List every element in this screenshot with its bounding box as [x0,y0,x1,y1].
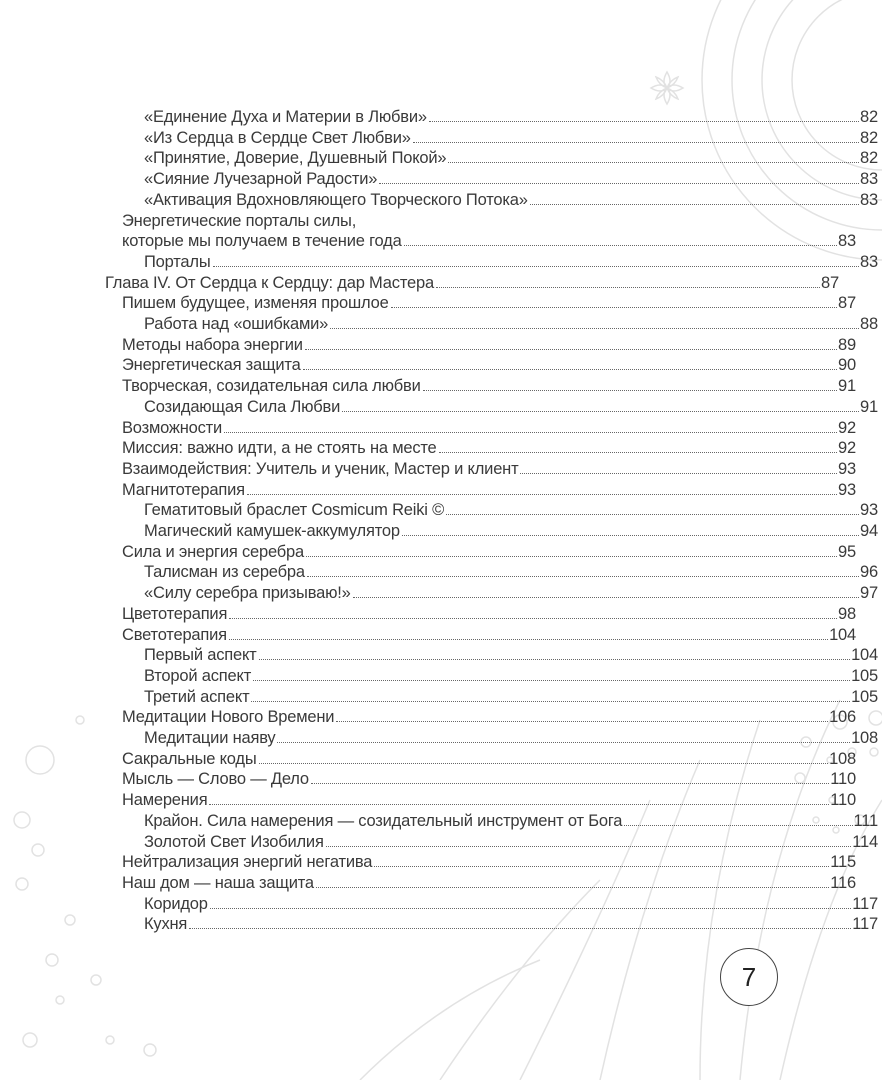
toc-entry-title: Гематитовый браслет Cosmicum Reiki © [144,501,445,520]
toc-entry[interactable] [0,273,839,293]
toc-entry-page: 82 [860,128,878,147]
toc-entry-title: Магнитотерапия [122,480,245,499]
toc-entry[interactable] [0,107,878,127]
toc-entry-title: Магический камушек-аккумулятор [144,522,400,540]
dot-leader [439,452,838,453]
toc-entry-title: Медитации Нового Времени [122,708,335,727]
toc-entry-page: 111 [853,811,878,830]
toc-entry-title: Наш дом — наша защита [122,873,314,892]
toc-entry[interactable] [0,583,878,603]
toc-entry-title: Сила и энергия серебра [122,542,304,561]
toc-entry-title: Намерения [122,791,208,810]
toc-entry[interactable] [0,314,878,334]
dot-leader [307,576,859,577]
toc-entry-page: 91 [838,377,856,396]
toc-entry-title: Коридор [144,894,208,913]
toc-entry-title: «Принятие, Доверие, Душевный Покой» [144,149,447,168]
toc-entry-title: Второй аспект [144,666,252,685]
toc-entry-title: Сакральные коды [122,749,257,768]
toc-entry-page: 83 [860,190,878,209]
toc-entry-title: «Единение Духа и Материи в Любви» [144,108,427,126]
toc-entry[interactable] [0,707,856,727]
dot-leader [448,162,859,163]
toc-entry[interactable] [0,355,856,375]
toc-entry-page: 82 [860,108,878,126]
toc-entry-page: 98 [838,604,856,623]
toc-entry[interactable] [0,397,878,417]
dot-leader [259,763,829,764]
dot-leader [326,846,852,847]
toc-entry[interactable] [0,418,856,438]
toc-entry[interactable] [0,625,856,645]
toc-entry[interactable] [0,914,878,934]
toc-entry[interactable] [0,666,878,686]
dot-leader [229,639,828,640]
toc-entry[interactable] [0,500,878,520]
toc-entry[interactable] [0,852,856,872]
toc-entry[interactable] [0,148,878,168]
dot-leader [374,866,829,867]
toc-entry-title: Созидающая Сила Любви [144,397,341,416]
toc-entry[interactable] [0,521,878,541]
toc-entry-title: Энергетические порталы силы, [122,211,357,230]
toc-entry-page: 114 [852,832,878,851]
toc-entry-title: «Активация Вдохновляющего Творческого Потока» [144,190,528,209]
toc-entry-page: 108 [829,749,856,768]
dot-leader [305,349,837,350]
dot-leader [404,245,838,246]
dot-leader [316,887,829,888]
dot-leader [429,121,859,122]
dot-leader [413,142,859,143]
toc-entry-page: 93 [838,459,856,478]
dot-leader [336,721,828,722]
toc-entry[interactable] [0,480,856,500]
toc-entry-title: Крайон. Сила намерения — созидательный инструмент от Бога [144,811,623,830]
toc-entry[interactable] [0,604,856,624]
dot-leader [303,369,837,370]
dot-leader [379,183,859,184]
dot-leader [402,535,859,536]
toc-entry[interactable] [0,873,856,893]
dot-leader [391,307,837,308]
toc-entry[interactable] [0,376,856,396]
toc-entry-page: 82 [860,149,878,168]
toc-entry-page: 87 [838,294,856,313]
toc-entry[interactable] [0,459,856,479]
toc-entry-page: 83 [838,232,856,251]
toc-entry-page: 116 [830,873,856,892]
toc-entry[interactable] [0,128,878,148]
dot-leader [353,597,859,598]
toc-entry[interactable] [0,728,878,748]
toc-entry-page: 92 [838,439,856,458]
dot-leader [213,266,860,267]
toc-entry-page: 92 [838,418,856,437]
dot-leader [247,494,837,495]
toc-entry-title: Работа над «ошибками» [144,315,329,333]
toc-entry-page: 96 [860,563,878,582]
toc-entry-title: Первый аспект [144,646,257,665]
toc-entry-title: Цветотерапия [122,604,228,623]
dot-leader [342,411,859,412]
toc-entry-page: 104 [829,625,856,644]
dot-leader [624,825,852,826]
toc-entry-page: 117 [852,894,878,913]
toc-entry-title: Медитации наяву [144,729,276,747]
page-number: 7 [720,948,778,1006]
toc-entry-page: 117 [852,915,878,934]
dot-leader [306,556,837,557]
toc-entry[interactable] [0,231,856,251]
toc-entry-title: которые мы получаем в течение года [122,232,402,251]
toc-entry[interactable] [0,252,878,272]
dot-leader [251,701,850,702]
toc-entry[interactable] [0,832,878,852]
toc-entry-title: «Из Сердца в Сердце Свет Любви» [144,128,411,147]
toc-entry-page: 93 [838,480,856,499]
toc-entry-page: 108 [851,729,878,747]
toc-entry-title: Миссия: важно идти, а не стоять на месте [122,439,437,458]
toc-entry-title: Пишем будущее, изменяя прошлое [122,294,389,313]
dot-leader [229,618,837,619]
toc-entry-title: Творческая, созидательная сила любви [122,377,421,396]
dot-leader [330,328,859,329]
toc-entry-title: Талисман из серебра [144,563,305,582]
dot-leader [259,659,851,660]
dot-leader [423,390,837,391]
toc-entry-page: 88 [860,315,878,333]
toc-entry-title: Золотой Свет Изобилия [144,832,324,851]
toc-entry[interactable] [0,190,878,210]
toc-entry[interactable] [0,169,878,189]
toc-entry-title: Глава IV. От Сердца к Сердцу: дар Мастера [105,273,434,292]
toc-entry-page: 115 [830,853,856,872]
toc-entry-page: 110 [830,791,856,810]
toc-entry-title: Энергетическая защита [122,356,301,375]
toc-entry[interactable] [0,811,878,831]
toc-entry-page: 95 [838,542,856,561]
toc-entry-page: 94 [860,522,878,540]
dot-leader [446,514,859,515]
toc-entry-page: 97 [860,584,878,603]
toc-entry[interactable] [0,687,878,707]
toc-entry-title: Третий аспект [144,687,250,706]
toc-entry[interactable] [0,542,856,562]
toc-entry[interactable] [0,894,878,914]
toc-entry-title: «Сияние Лучезарной Радости» [144,170,378,189]
dot-leader [209,804,829,805]
dot-leader [210,908,852,909]
toc-entry[interactable] [0,211,856,231]
toc-entry-title: Порталы [144,252,211,271]
toc-entry-page: 89 [838,335,856,354]
toc-entry-page: 83 [860,252,878,271]
dot-leader [436,287,820,288]
dot-leader [311,783,829,784]
toc-entry-page: 104 [851,646,878,665]
toc-entry-title: Нейтрализация энергий негатива [122,853,373,872]
toc-entry-title: Кухня [144,915,188,934]
dot-leader [253,680,850,681]
toc-entry[interactable] [0,293,856,313]
toc-entry[interactable] [0,335,856,355]
toc-entry[interactable] [0,645,878,665]
toc-entry[interactable] [0,562,878,582]
dot-leader [277,742,850,743]
toc-entry-page: 106 [829,708,856,727]
toc-entry-title: Светотерапия [122,625,227,644]
toc-entry-page: 91 [860,397,878,416]
toc-entry-page: 110 [830,770,856,789]
toc-entry-page: 105 [851,666,878,685]
toc-entry[interactable] [0,769,856,789]
toc-entry-title: Методы набора энергии [122,335,303,354]
toc-entry[interactable] [0,749,856,769]
toc-entry[interactable] [0,790,856,810]
toc-entry-title: Мысль — Слово — Дело [122,770,309,789]
toc-entry-title: Возможности [122,418,223,437]
toc-entry-page: 83 [860,170,878,189]
toc-entry-title: Взаимодействия: Учитель и ученик, Мастер и клиент [122,459,519,478]
toc-entry-page: 93 [860,501,878,520]
toc-entry-page: 90 [838,356,856,375]
dot-leader [224,432,837,433]
dot-leader [520,473,837,474]
toc-entry-page: 105 [851,687,878,706]
toc-entry-title: «Силу серебра призываю!» [144,584,351,603]
toc-entry-page: 87 [821,273,839,292]
toc-entry[interactable] [0,438,856,458]
dot-leader [189,928,851,929]
dot-leader [530,204,859,205]
